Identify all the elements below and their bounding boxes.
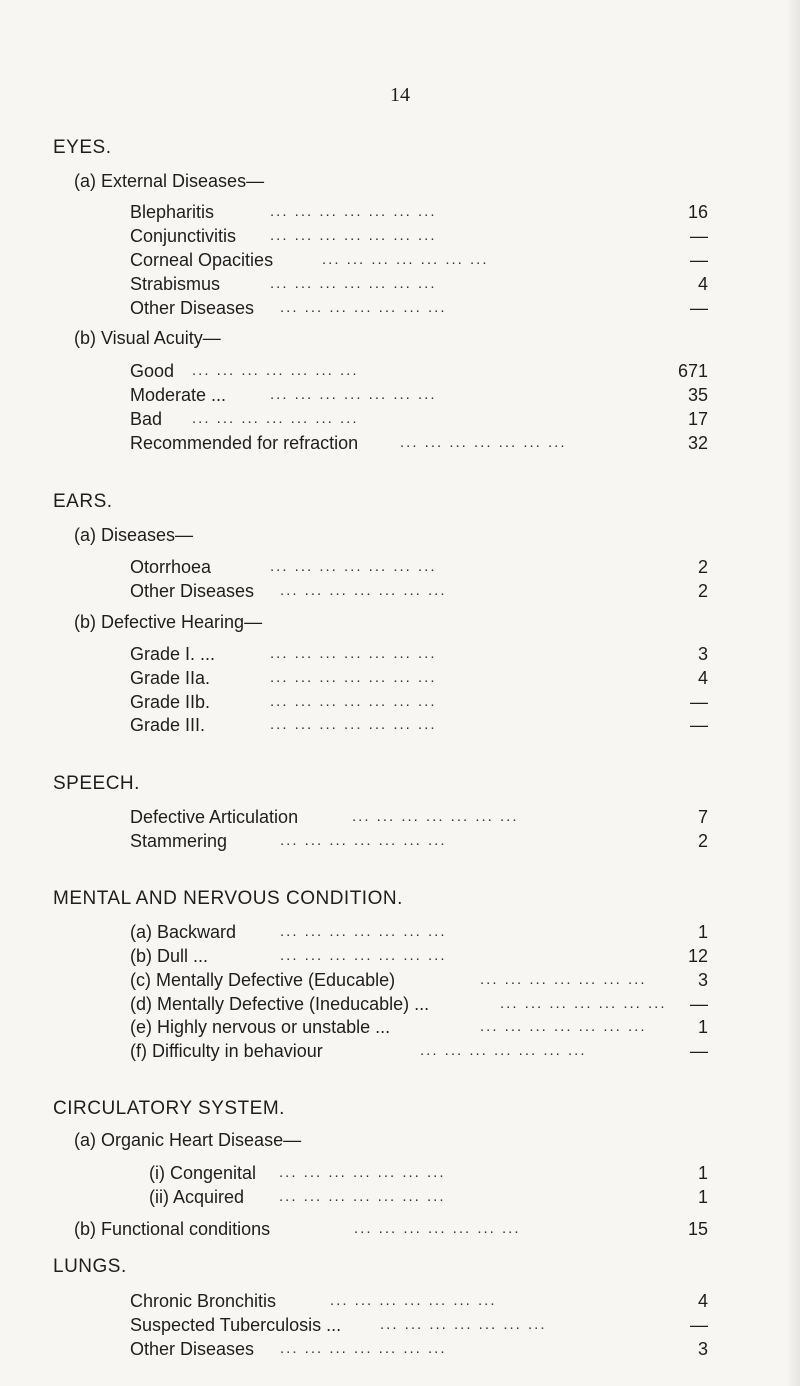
- item-value: —: [690, 1315, 708, 1336]
- item-label: (b) Functional conditions: [74, 1218, 271, 1239]
- list-item: [130, 1039, 708, 1063]
- leader-dots: ... ... ... ... ... ... ...: [280, 831, 447, 849]
- leader-dots: ... ... ... ... ... ... ...: [270, 226, 437, 244]
- list-item: [130, 407, 708, 431]
- section-heading-eyes: EYES.: [53, 137, 112, 158]
- item-label: Chronic Bronchitis: [130, 1291, 277, 1312]
- list-item: [130, 805, 708, 829]
- item-label: Blepharitis: [130, 202, 215, 223]
- leader-dots: ... ... ... ... ... ... ...: [270, 275, 437, 293]
- list-item: [74, 1217, 708, 1241]
- leader-dots: ... ... ... ... ... ... ...: [192, 409, 359, 427]
- item-value: 1: [697, 922, 708, 943]
- leader-dots: ... ... ... ... ... ... ...: [420, 1042, 587, 1060]
- list-item: [130, 1289, 708, 1313]
- list-item: [130, 968, 708, 992]
- item-value: 12: [687, 946, 708, 967]
- list-item: [130, 944, 708, 968]
- leader-dots: ... ... ... ... ... ... ...: [280, 581, 447, 599]
- leader-dots: ... ... ... ... ... ... ...: [270, 716, 437, 734]
- item-value: —: [690, 1041, 708, 1062]
- item-label: Other Diseases: [130, 1339, 255, 1360]
- list-item: [130, 431, 708, 455]
- subheading-external-diseases: (a) External Diseases—: [74, 170, 265, 191]
- item-label: (c) Mentally Defective (Educable): [130, 969, 396, 990]
- item-value: 2: [697, 830, 708, 851]
- list-item: [130, 690, 708, 714]
- item-value: 17: [687, 408, 708, 429]
- item-label: Stammering: [130, 830, 228, 851]
- item-label: Other Diseases: [130, 580, 255, 601]
- list-item: [149, 1185, 708, 1209]
- leader-dots: ... ... ... ... ... ... ...: [270, 203, 437, 221]
- item-label: Grade IIb.: [130, 691, 211, 712]
- leader-dots: ... ... ... ... ... ... ...: [279, 1163, 446, 1181]
- list-item: [130, 829, 708, 853]
- item-label: Corneal Opacities: [130, 249, 274, 270]
- leader-dots: ... ... ... ... ... ... ...: [280, 923, 447, 941]
- item-label: Suspected Tuberculosis ...: [130, 1315, 342, 1336]
- item-value: 1: [697, 1186, 708, 1207]
- section-heading-lungs: LUNGS.: [53, 1256, 127, 1278]
- list-item: [130, 1015, 708, 1039]
- item-value: 1: [697, 1017, 708, 1038]
- leader-dots: ... ... ... ... ... ... ...: [270, 558, 437, 576]
- leader-dots: ... ... ... ... ... ... ...: [480, 970, 647, 988]
- item-label: Otorrhoea: [130, 557, 212, 578]
- list-item: [130, 224, 708, 248]
- item-value: 2: [697, 580, 708, 601]
- item-label: (d) Mentally Defective (Ineducable) ...: [130, 993, 430, 1014]
- list-item: [130, 666, 708, 690]
- item-label: (a) Backward: [130, 922, 237, 943]
- leader-dots: ... ... ... ... ... ... ...: [279, 1187, 446, 1205]
- item-label: Grade IIa.: [130, 667, 211, 688]
- item-value: 4: [697, 1291, 708, 1312]
- leader-dots: ... ... ... ... ... ... ...: [400, 433, 567, 451]
- item-value: —: [690, 225, 708, 246]
- leader-dots: ... ... ... ... ... ... ...: [330, 1292, 497, 1310]
- subheading-defective-hearing: (b) Defective Hearing—: [74, 611, 263, 632]
- item-value: 16: [687, 202, 708, 223]
- item-value: 3: [697, 644, 708, 665]
- leader-dots: ... ... ... ... ... ... ...: [280, 947, 447, 965]
- list-item: [130, 1337, 708, 1361]
- list-item: [149, 1161, 708, 1185]
- leader-dots: ... ... ... ... ... ... ...: [380, 1316, 547, 1334]
- item-label: (i) Congenital: [149, 1162, 257, 1183]
- item-value: 15: [687, 1218, 708, 1239]
- subheading-diseases: (a) Diseases—: [74, 524, 194, 545]
- leader-dots: ... ... ... ... ... ... ...: [280, 299, 447, 317]
- section-heading-circulatory: CIRCULATORY SYSTEM.: [53, 1097, 285, 1119]
- item-value: 2: [697, 557, 708, 578]
- leader-dots: ... ... ... ... ... ... ...: [192, 362, 359, 380]
- leader-dots: ... ... ... ... ... ... ...: [270, 645, 437, 663]
- item-label: Recommended for refraction: [130, 432, 359, 453]
- item-label: (f) Difficulty in behaviour: [130, 1041, 323, 1062]
- item-value: —: [690, 298, 708, 319]
- item-label: Conjunctivitis: [130, 225, 237, 246]
- item-label: Bad: [130, 408, 163, 429]
- item-value: 671: [677, 361, 708, 382]
- item-value: —: [690, 691, 708, 712]
- item-value: —: [690, 715, 708, 736]
- item-value: —: [690, 249, 708, 270]
- list-item: [130, 248, 708, 272]
- list-item: [130, 713, 708, 737]
- leader-dots: ... ... ... ... ... ... ...: [352, 807, 519, 825]
- item-label: Other Diseases: [130, 298, 255, 319]
- item-label: Good: [130, 361, 175, 382]
- section-heading-mental-nervous: MENTAL AND NERVOUS CONDITION.: [53, 888, 403, 910]
- list-item: [130, 579, 708, 603]
- item-value: 35: [687, 385, 708, 406]
- subheading-organic-heart-disease: (a) Organic Heart Disease—: [74, 1129, 302, 1150]
- leader-dots: ... ... ... ... ... ... ...: [270, 692, 437, 710]
- item-value: 3: [697, 969, 708, 990]
- item-label: Strabismus: [130, 274, 221, 295]
- leader-dots: ... ... ... ... ... ... ...: [322, 250, 489, 268]
- subheading-visual-acuity: (b) Visual Acuity—: [74, 328, 221, 349]
- list-item: [130, 272, 708, 296]
- item-label: Grade I. ...: [130, 644, 216, 665]
- section-heading-speech: SPEECH.: [53, 772, 140, 794]
- list-item: [130, 642, 708, 666]
- list-item: [130, 383, 708, 407]
- list-item: [130, 920, 708, 944]
- item-value: 4: [697, 274, 708, 295]
- scan-edge-shadow: [786, 0, 800, 1386]
- item-value: —: [690, 993, 708, 1014]
- section-heading-ears: EARS.: [53, 491, 113, 513]
- leader-dots: ... ... ... ... ... ... ...: [270, 386, 437, 404]
- item-value: 1: [697, 1162, 708, 1183]
- item-value: 7: [697, 806, 708, 827]
- list-item: [130, 555, 708, 579]
- item-label: (ii) Acquired: [149, 1186, 245, 1207]
- item-value: 3: [697, 1339, 708, 1360]
- list-item: [130, 992, 708, 1016]
- item-label: Moderate ...: [130, 385, 227, 406]
- page-number: 14: [390, 84, 410, 106]
- item-label: (b) Dull ...: [130, 946, 209, 967]
- item-label: Grade III.: [130, 715, 206, 736]
- leader-dots: ... ... ... ... ... ... ...: [500, 994, 667, 1012]
- list-item: [130, 200, 708, 224]
- leader-dots: ... ... ... ... ... ... ...: [354, 1219, 521, 1237]
- list-item: [130, 1313, 708, 1337]
- leader-dots: ... ... ... ... ... ... ...: [480, 1018, 647, 1036]
- item-value: 32: [687, 432, 708, 453]
- item-label: (e) Highly nervous or unstable ...: [130, 1017, 391, 1038]
- leader-dots: ... ... ... ... ... ... ...: [280, 1340, 447, 1358]
- list-item: [130, 359, 708, 383]
- list-item: [130, 296, 708, 320]
- leader-dots: ... ... ... ... ... ... ...: [270, 668, 437, 686]
- item-value: 4: [697, 667, 708, 688]
- item-label: Defective Articulation: [130, 806, 299, 827]
